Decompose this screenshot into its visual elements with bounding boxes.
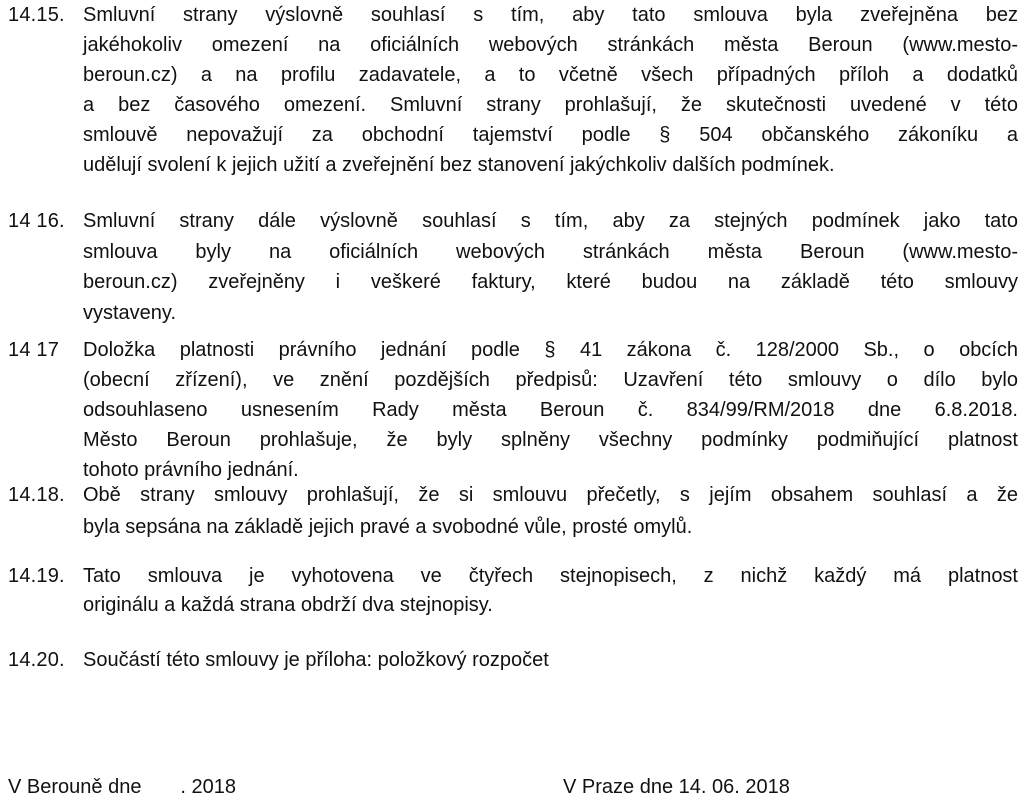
clause-text-line: smlouvě nepovažují za obchodní tajemství podle § 504 občanského zákoníku a [83,124,1018,146]
clause-text [83,335,1018,485]
clause-text-line: originálu a každá strana obdrží dva stejnopisy. [83,594,493,616]
clause-number: 14 16. [8,210,65,232]
signature-place-date-beroun: V Berouně dne . 2018 [8,776,236,798]
clause-text-line: (obecní zřízení), ve znění pozdějších předpisů: Uzavření této smlouvy o dílo bylo [83,369,1018,391]
clause-number: 14.15. [8,4,65,26]
clause-text-line: smlouva byly na oficiálních webových stránkách města Beroun (www.mesto- [83,240,1018,263]
clause-text [83,206,1018,328]
clause-text-line: Město Beroun prohlašuje, že byly splněny všechny podmínky podmiňující platnost [83,429,1018,451]
clause-text-line: a bez časového omezení. Smluvní strany prohlašují, že skutečnosti uvedené v této [83,94,1018,116]
clause-text [83,645,1018,675]
clause-text-line: odsouhlaseno usnesením Rady města Beroun č. 834/99/RM/2018 dne 6.8.2018. [83,399,1018,421]
clause-text-line: beroun.cz) zveřejněny i veškeré faktury, které budou na základě této smlouvy [83,271,1018,293]
clause-text [83,562,1018,620]
clause-text-line: Obě strany smlouvy prohlašují, že si smlouvu přečetly, s jejím obsahem souhlasí a že [83,484,1018,506]
clause-text [83,0,1018,180]
clause-text-line: jakéhokoliv omezení na oficiálních webových stránkách města Beroun (www.mesto- [83,34,1018,56]
clause-text-line: Doložka platnosti právního jednání podle § 41 zákona č. 128/2000 Sb., o obcích [83,339,1018,361]
clause-text-line: beroun.cz) a na profilu zadavatele, a to včetně všech případných příloh a dodatků [83,64,1018,86]
clause-number: 14.19. [8,565,65,587]
clause-text-line: byla sepsána na základě jejich pravé a svobodné vůle, prosté omylů. [83,516,693,538]
clause-text-line: tohoto právního jednání. [83,459,299,481]
clause-number: 14.18. [8,484,65,506]
clause-text-line: Součástí této smlouvy je příloha: položkový rozpočet [83,649,549,671]
clause-text-line: vystaveny. [83,301,176,324]
clause-number: 14.20. [8,649,65,671]
clause-text-line: Tato smlouva je vyhotovena ve čtyřech stejnopisech, z nichž každý má platnost [83,565,1018,587]
clause-text-line: udělují svolení k jejich užití a zveřejnění bez stanovení jakýchkoliv dalších podmínek. [83,154,835,176]
clause-number: 14 17 [8,339,60,361]
clause-text [83,479,1018,543]
signature-place-date-praha: V Praze dne 14. 06. 2018 [563,776,790,798]
clause-text-line: Smluvní strany výslovně souhlasí s tím, aby tato smlouva byla zveřejněna bez [83,4,1018,26]
clause-text-line: Smluvní strany dále výslovně souhlasí s tím, aby za stejných podmínek jako tato [83,210,1018,232]
